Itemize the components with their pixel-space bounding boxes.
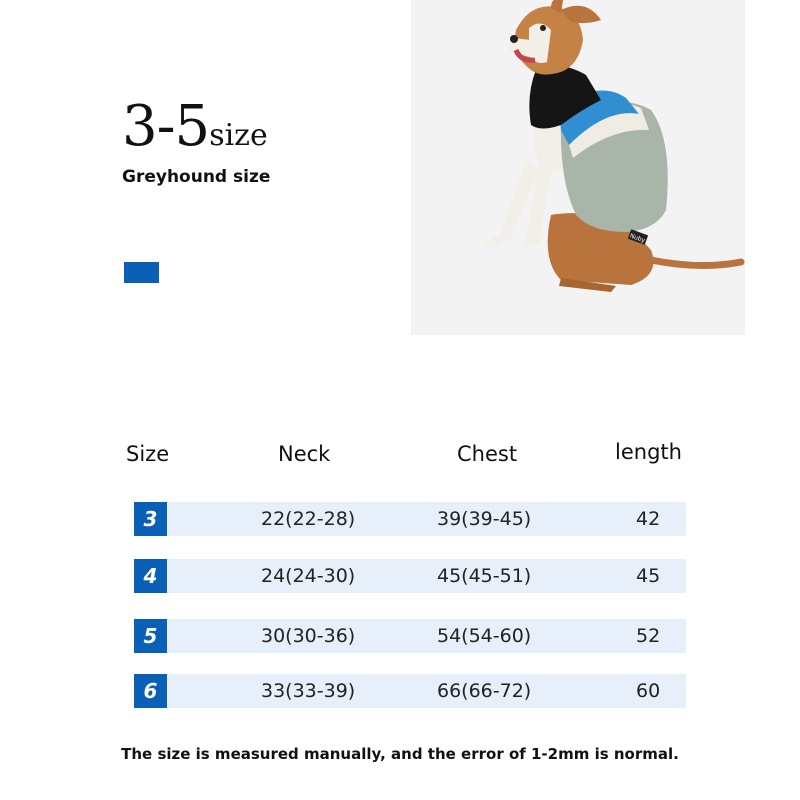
- neck-value: 22(22-28): [261, 508, 356, 530]
- dog-sweater-illustration: [411, 0, 745, 335]
- length-value: 42: [636, 508, 661, 530]
- size-badge: 4: [134, 559, 167, 593]
- neck-value: 30(30-36): [261, 625, 356, 647]
- product-photo: [411, 0, 745, 335]
- neck-value: 24(24-30): [261, 565, 356, 587]
- header-size: Size: [126, 442, 170, 466]
- size-badge: 3: [134, 502, 167, 536]
- length-value: 60: [636, 680, 661, 702]
- title-size-range: 3-5: [122, 94, 210, 159]
- table-row: [134, 502, 686, 536]
- brand-tag-label: Nuby: [628, 232, 646, 245]
- size-badge: 5: [134, 619, 167, 653]
- table-row: [134, 674, 686, 708]
- page-title: [122, 92, 268, 171]
- chest-value: 45(45-51): [437, 565, 532, 587]
- page-subtitle: Greyhound size: [122, 167, 271, 187]
- chest-value: 66(66-72): [437, 680, 532, 702]
- header-length: length: [615, 440, 682, 464]
- neck-value: 33(33-39): [261, 680, 356, 702]
- table-row: [134, 619, 686, 653]
- chest-value: 54(54-60): [437, 625, 532, 647]
- chest-value: 39(39-45): [437, 508, 532, 530]
- color-swatch: [124, 262, 159, 283]
- length-value: 52: [636, 625, 661, 647]
- title-size-suffix: size: [209, 118, 268, 153]
- size-badge: 6: [134, 674, 167, 708]
- table-row: [134, 559, 686, 593]
- length-value: 45: [636, 565, 661, 587]
- header-chest: Chest: [457, 442, 518, 466]
- measurement-note: The size is measured manually, and the error of 1-2mm is normal.: [121, 745, 679, 763]
- header-neck: Neck: [278, 442, 331, 466]
